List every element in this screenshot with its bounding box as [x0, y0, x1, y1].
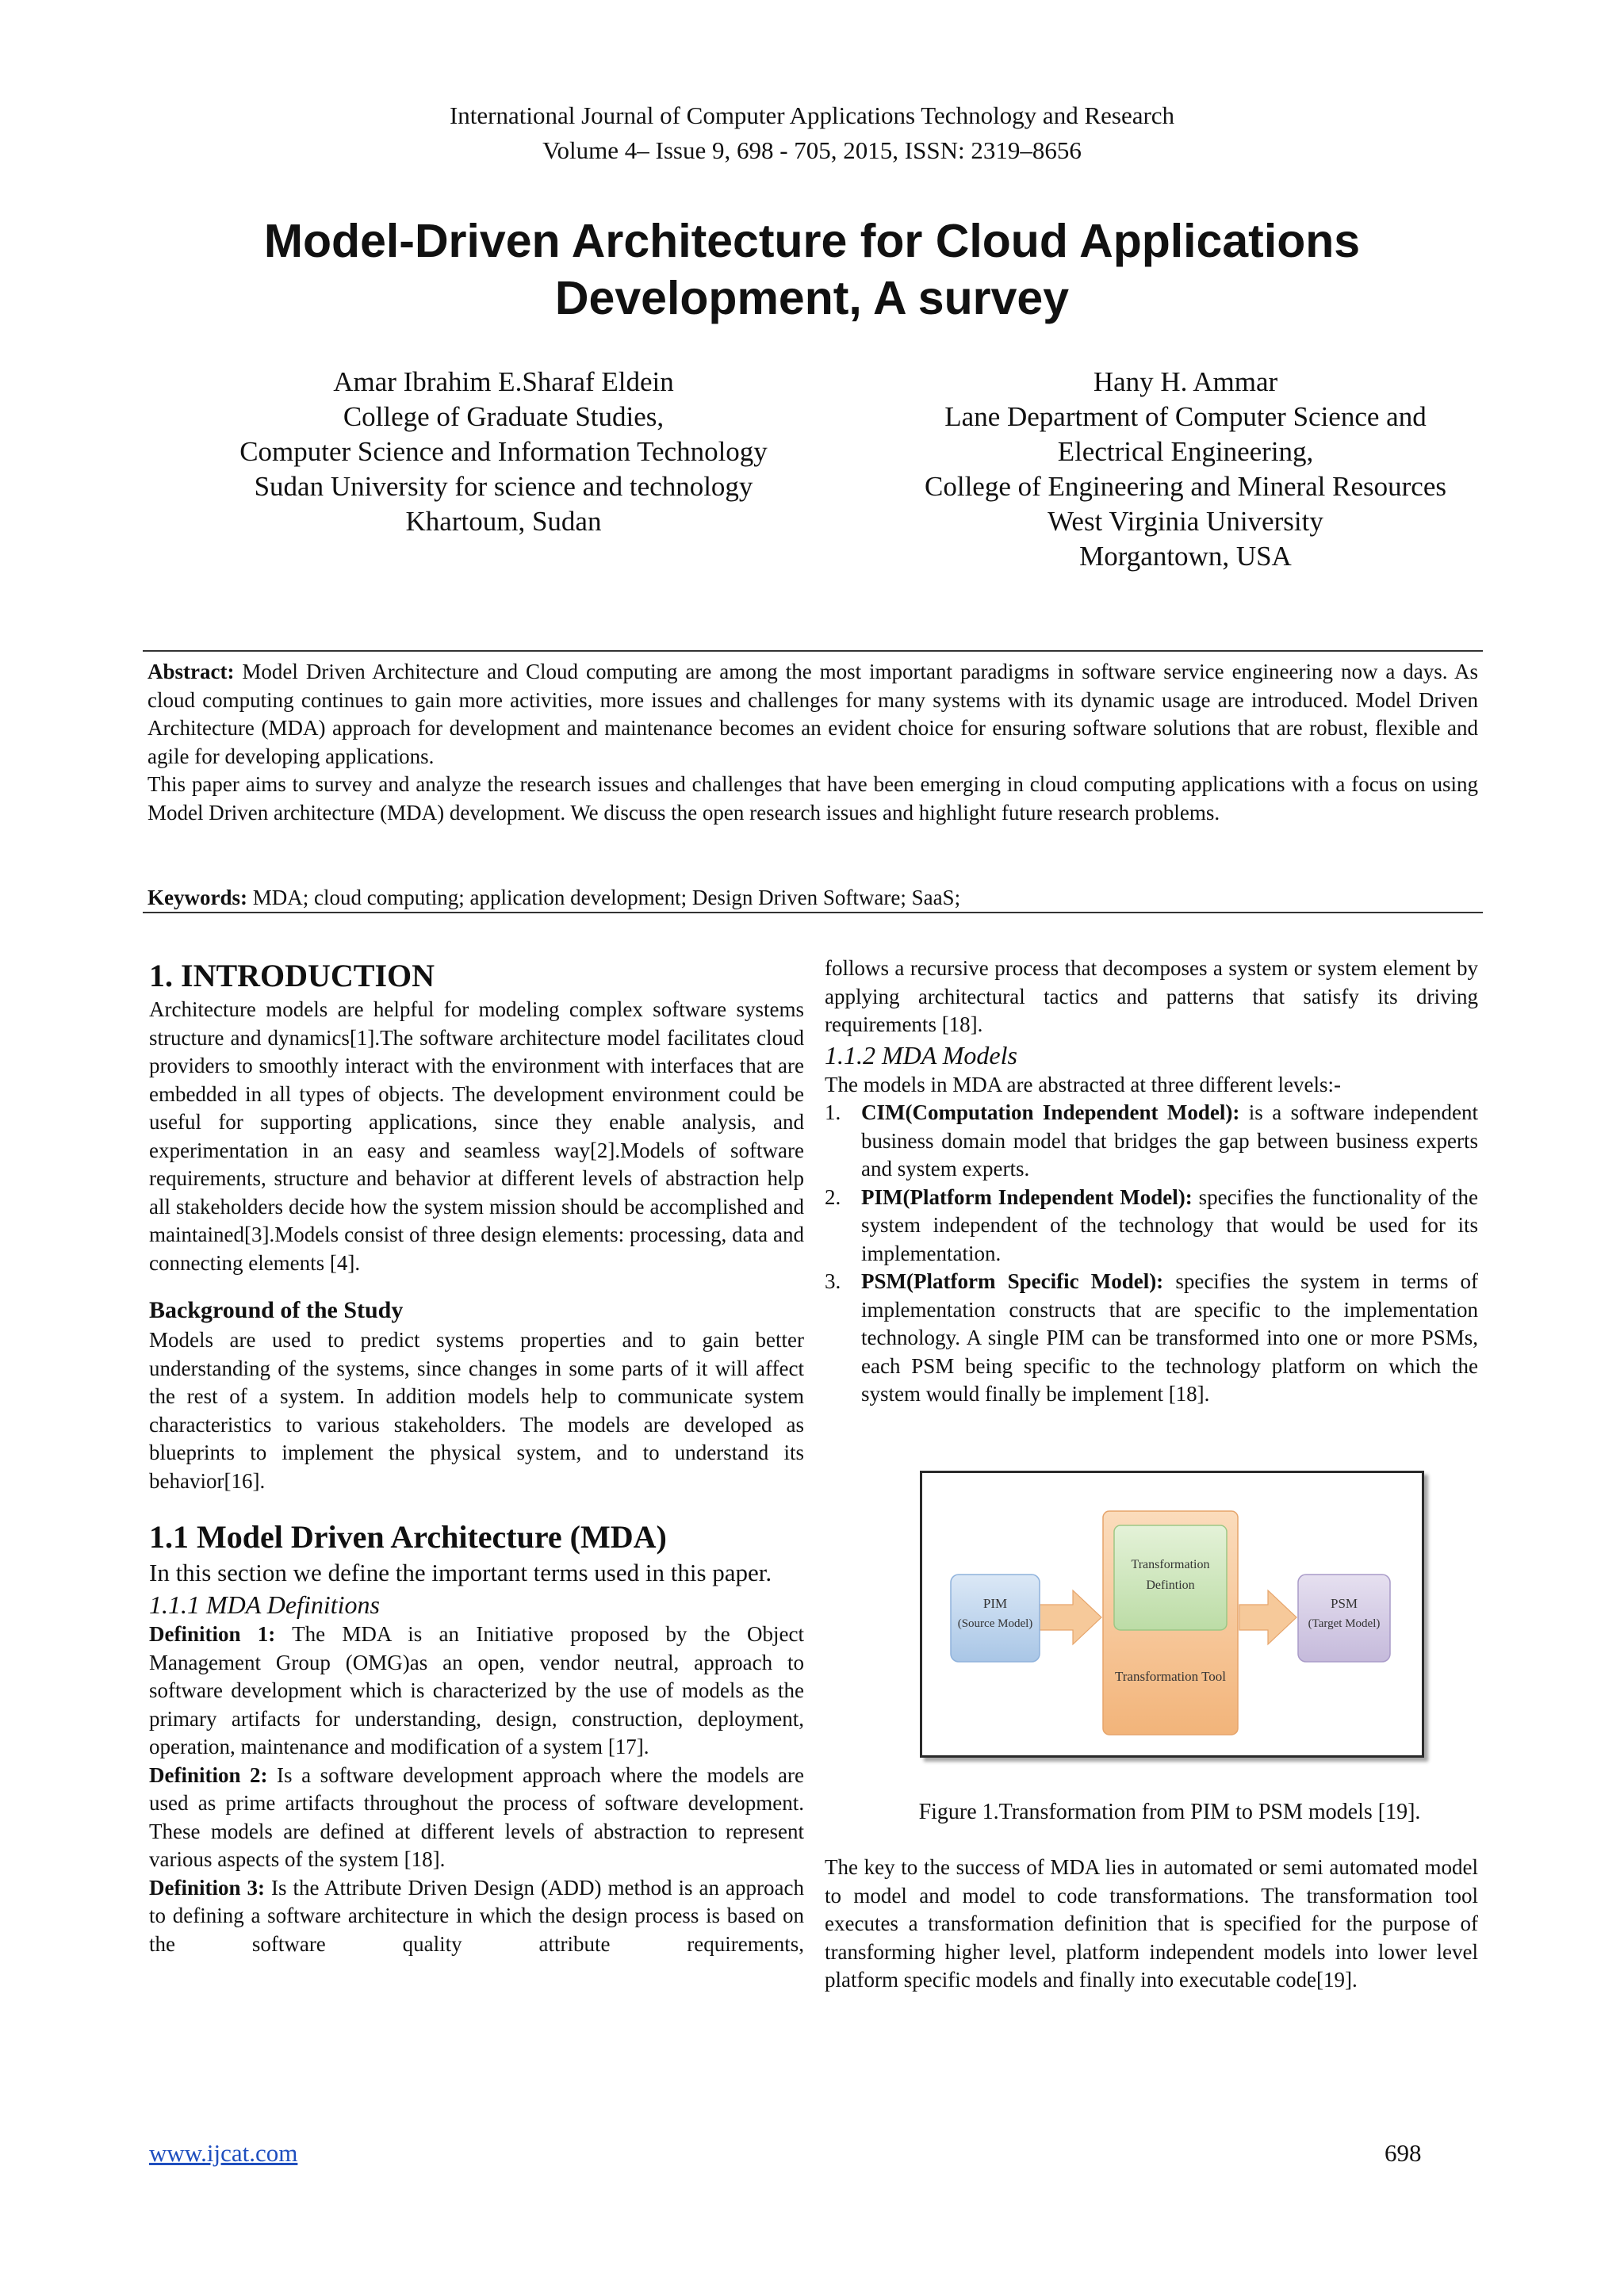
author-1	[182, 365, 825, 539]
definition-3-text: Is the Attribute Driven Design (ADD) method is an approach to defining a software architecture in which the design process is based on the software quality attribute requirements,	[149, 1875, 804, 1956]
author-2-line: Electrical Engineering,	[1057, 436, 1314, 467]
author-2-line: Hany H. Ammar	[1093, 366, 1278, 397]
author-2	[880, 365, 1491, 574]
left-column	[149, 956, 804, 1958]
model-list-item	[825, 1099, 1478, 1184]
transformation-diagram	[922, 1473, 1422, 1755]
arrow-right-icon	[1038, 1590, 1101, 1644]
keywords-label: Keywords:	[147, 886, 247, 909]
list-number: 3.	[825, 1269, 841, 1293]
paper-title	[0, 212, 1624, 327]
model-list-item	[825, 1184, 1478, 1269]
keywords	[147, 884, 1478, 913]
pim-subtitle: (Source Model)	[957, 1617, 1033, 1630]
cim-label: CIM(Computation Independent Model):	[861, 1100, 1240, 1124]
author-2-line: West Virginia University	[1048, 506, 1323, 537]
cim-text: is a software independent business domain model that bridges the gap between business experts and system experts.	[861, 1100, 1478, 1181]
mda-heading: 1.1 Model Driven Architecture (MDA)	[149, 1519, 667, 1555]
journal-url-link[interactable]: www.ijcat.com	[149, 2139, 298, 2167]
definition-3-label: Definition 3:	[149, 1875, 266, 1900]
abstract-paragraph-1: Model Driven Architecture and Cloud computing are among the most important paradigms in software service engineering now a days. As cloud computing continues to gain more activities, more issues and challenges for many systems with its dynamic usage are introduced. Model Driven Architecture (MDA) approach for development and maintenance becomes an evident choice for ensuring software solutions that are robust, flexible and agile for developing applications.	[147, 660, 1478, 768]
figure-1	[920, 1471, 1424, 1758]
figure-1-caption: Figure 1.Transformation from PIM to PSM models [19].	[918, 1800, 1421, 1824]
background-text: Models are used to predict systems properties and to gain better understanding of the systems, since changes in some parts of it will affect the rest of a system. In addition models help to communicate system characteristics to various stakeholders. The models are developed as blueprints to implement the physical system, and to understand its behavior[16].	[149, 1328, 804, 1493]
definition-1-label: Definition 1:	[149, 1622, 276, 1646]
definition-1-text: The MDA is an Initiative proposed by the Object Management Group (OMG)as an open, vendor neutral, approach to software development which is characterized by the use of models as the primary artifacts for understanding, design, construction, deployment, operation, maintenance and modification of a system [17].	[149, 1622, 804, 1758]
pim-label: PIM(Platform Independent Model):	[861, 1184, 1193, 1209]
list-number: 2.	[825, 1184, 841, 1209]
definition-title: Transformation	[1131, 1558, 1210, 1571]
abstract-top-rule	[143, 650, 1483, 652]
abstract-paragraph-2: This paper aims to survey and analyze the research issues and challenges that have been emerging in cloud computing applications with a focus on using Model Driven architecture (MDA) development. We discuss the open research issues and highlight future research problems.	[147, 772, 1478, 825]
psm-text: specifies the system in terms of implementation constructs that are specific to the implementation technology. A single PIM can be transformed into one or more PSMs, each PSM being specific to the technology platform on which the system would finally be implement [18].	[861, 1269, 1478, 1406]
psm-title: PSM	[1330, 1596, 1358, 1611]
mda-intro: In this section we define the important terms used in this paper.	[149, 1559, 772, 1586]
mda-definitions-heading: 1.1.1 MDA Definitions	[149, 1590, 380, 1619]
transformation-definition-box	[1114, 1525, 1227, 1630]
right-column	[825, 955, 1478, 1409]
abstract-label: Abstract:	[147, 660, 235, 683]
model-list-item	[825, 1268, 1478, 1409]
journal-header	[0, 98, 1624, 168]
page-number: 698	[1385, 2139, 1422, 2167]
keywords-text: MDA; cloud computing; application development; Design Driven Software; SaaS;	[247, 886, 961, 909]
author-1-line: Sudan University for science and technology	[254, 471, 753, 502]
title-line-2: Development, A survey	[554, 272, 1070, 324]
author-2-line: Lane Department of Computer Science and	[944, 401, 1427, 432]
author-1-line: Amar Ibrahim E.Sharaf Eldein	[333, 366, 674, 397]
mda-models-intro: The models in MDA are abstracted at three different levels:-	[825, 1072, 1342, 1096]
closing-paragraph	[825, 1854, 1478, 1995]
journal-name: International Journal of Computer Applications Technology and Research	[449, 101, 1175, 129]
abstract	[147, 658, 1478, 827]
background-heading: Background of the Study	[149, 1297, 404, 1323]
author-1-line: Computer Science and Information Technology	[239, 436, 768, 467]
author-1-line: College of Graduate Studies,	[343, 401, 665, 432]
tool-label: Transformation Tool	[1114, 1669, 1227, 1684]
list-number: 1.	[825, 1100, 841, 1124]
definition-2-label: Definition 2:	[149, 1762, 268, 1787]
author-2-line: College of Engineering and Mineral Resources	[925, 471, 1446, 502]
introduction-heading: 1. INTRODUCTION	[149, 958, 435, 993]
introduction-text: Architecture models are helpful for modeling complex software systems structure and dynamics[1].The software architecture model facilitates cloud providers to smoothly interact with the environment with interfaces that are embedded in all types of objects. The development environment could be useful for supporting applications, since they enable analysis, and experimentation in an easy and seamless way[2].Models of software requirements, structure and behavior at different levels of abstraction help all stakeholders decide how the system mission should be accomplished and maintained[3].Models consist of three design elements: processing, data and connecting elements [4].	[149, 997, 804, 1275]
definition-2-text: Is a software development approach where the models are used as prime artifacts throughout the process of software development. These models are defined at different levels of abstraction to represent various aspects of the system [18].	[149, 1762, 804, 1871]
keywords-bottom-rule	[143, 912, 1483, 913]
author-2-line: Morgantown, USA	[1079, 541, 1292, 572]
psm-subtitle: (Target Model)	[1308, 1617, 1381, 1630]
author-1-line: Khartoum, Sudan	[405, 506, 602, 537]
pim-title: PIM	[982, 1596, 1008, 1611]
pim-text: specifies the functionality of the system independent of the technology that would be used for its implementation.	[861, 1184, 1478, 1265]
add-continuation-text: follows a recursive process that decomposes a system or system element by applying architectural tactics and patterns that satisfy its driving requirements [18].	[825, 956, 1478, 1036]
journal-volume: Volume 4– Issue 9, 698 - 705, 2015, ISSN: 2319–8656	[542, 136, 1082, 164]
mda-models-heading: 1.1.2 MDA Models	[825, 1040, 1017, 1070]
closing-text: The key to the success of MDA lies in automated or semi automated model to model and model to code transformations. The transformation tool executes a transformation definition that is specified for the purpose of transforming higher level, platform independent models into lower level platform specific models and finally into executable code[19].	[825, 1855, 1478, 1992]
psm-label: PSM(Platform Specific Model):	[861, 1269, 1164, 1293]
arrow-right-icon	[1239, 1590, 1297, 1644]
title-line-1: Model-Driven Architecture for Cloud Applications	[263, 215, 1361, 267]
definition-subtitle: Defintion	[1146, 1578, 1195, 1592]
